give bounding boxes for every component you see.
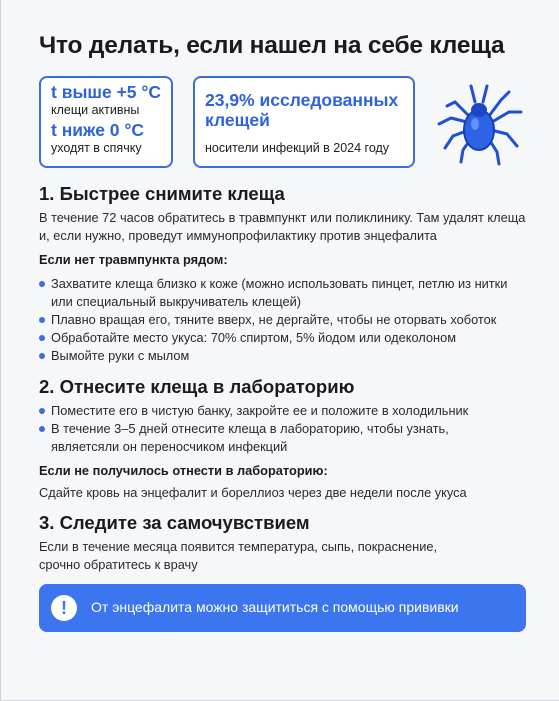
section2-list: [39, 402, 479, 456]
list-item: Захватите клеща близко к коже (можно использовать пинцет, петлю из нитки или специальный выкручиватель клещей): [39, 275, 529, 311]
list-item: Поместите его в чистую банку, закройте ее и положите в холодильник: [39, 402, 479, 420]
section1-heading: 1. Быстрее снимите клеща: [39, 183, 285, 204]
infection-stats-box: [193, 76, 415, 168]
section-wellbeing: [39, 512, 529, 574]
cold-temperature-value: t ниже 0 °C: [51, 120, 145, 140]
vaccination-banner: [39, 584, 526, 632]
warm-temperature-value: t выше +5 °C: [51, 82, 162, 102]
infection-percent-value: 23,9% исследованных клещей: [205, 90, 399, 130]
section3-heading: 3. Следите за самочувствием: [39, 512, 310, 533]
list-item: Плавно вращая его, тяните вверх, не дергайте, чтобы не оторвать хоботок: [39, 311, 529, 329]
page-title: Что делать, если нашел на себе клеща: [39, 32, 505, 59]
section2-text: Сдайте кровь на энцефалит и бореллиоз через две недели после укуса: [39, 485, 467, 500]
section2-heading: 2. Отнесите клеща в лабораторию: [39, 376, 355, 397]
tick-icon: [429, 72, 529, 172]
temperature-stats-box: [39, 76, 173, 168]
section-remove-tick: [39, 183, 529, 365]
list-item: Обработайте место укуса: 70% спиртом, 5% йодом или одеколоном: [39, 329, 529, 347]
section3-text: Если в течение месяца появится температура, сыпь, покраснение, срочно обратитесь к врачу: [39, 539, 438, 572]
list-item: В течение 3–5 дней отнесите клеща в лабораторию, чтобы узнать, являетсяли он переносчиком инфекций: [39, 420, 479, 456]
section1-text: В течение 72 часов обратитесь в травмпункт или поликлинику. Там удалят клеща и, если нужно, проведут иммунопрофилактику против энцефалита: [39, 210, 526, 243]
section1-list: [39, 275, 529, 365]
section2-subheading: Если не получилось отнести в лабораторию:: [39, 463, 328, 478]
section1-subheading: Если нет травмпункта рядом:: [39, 252, 228, 267]
infection-percent-label: носители инфекций в 2024 году: [205, 141, 390, 155]
warm-temperature-label: клещи активны: [51, 103, 140, 117]
banner-text: От энцефалита можно защититься с помощью прививки: [91, 599, 459, 615]
section-laboratory: [39, 376, 529, 502]
cold-temperature-label: уходят в спячку: [51, 141, 142, 155]
exclamation-icon: !: [51, 595, 77, 621]
list-item: Вымойте руки с мылом: [39, 347, 529, 365]
